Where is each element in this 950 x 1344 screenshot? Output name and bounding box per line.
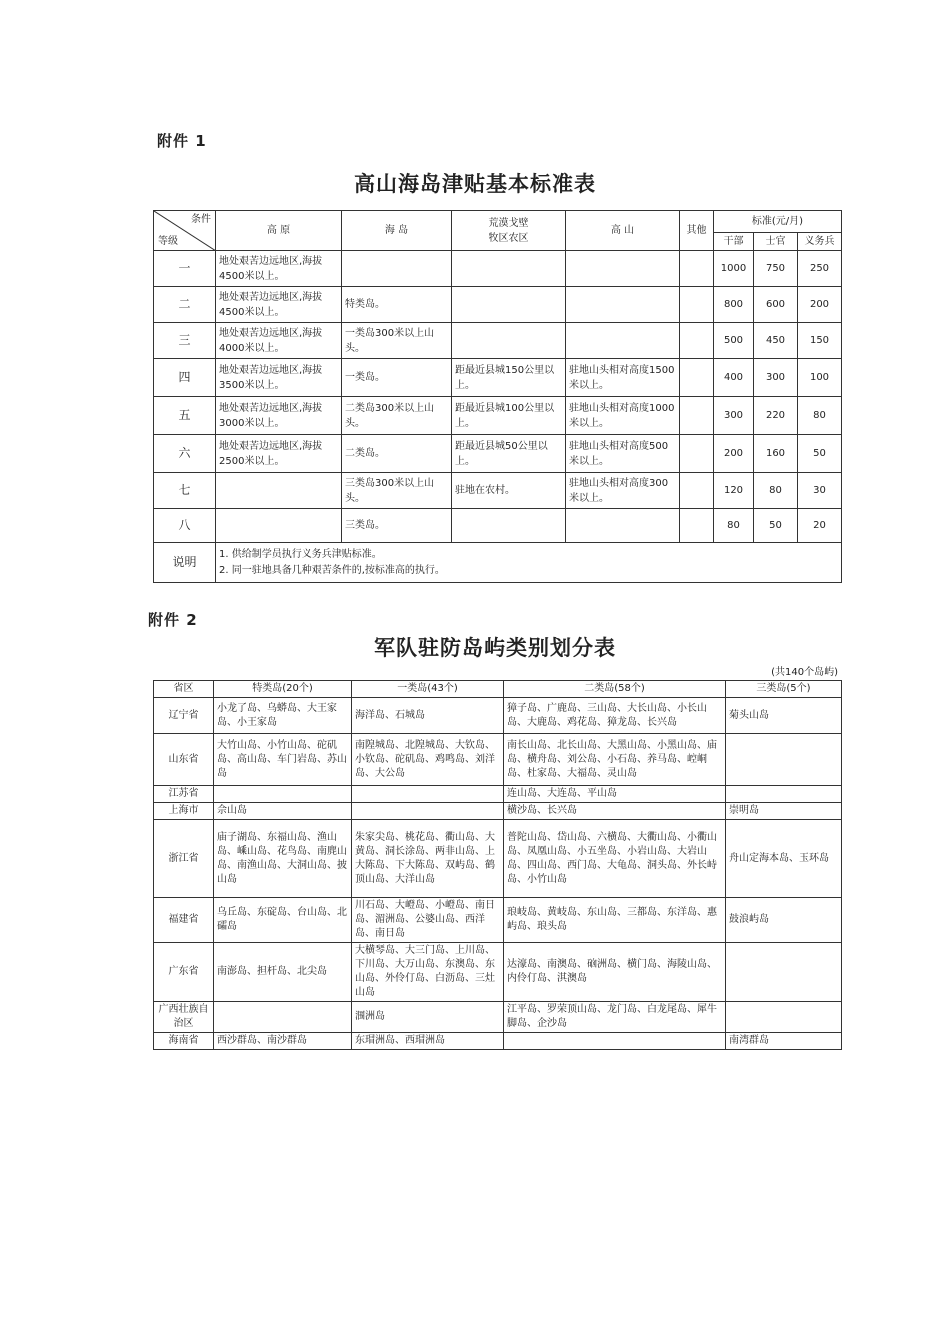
mountain-cell — [566, 323, 680, 359]
class-3-cell: 崇明岛 — [726, 803, 842, 820]
header-class-2: 二类岛(58个) — [504, 681, 726, 698]
nco-amount: 300 — [754, 359, 798, 397]
island-cell: 三类岛300米以上山头。 — [342, 473, 452, 509]
other-cell — [680, 435, 714, 473]
other-cell — [680, 359, 714, 397]
class-2-cell: 獐子岛、广鹿岛、三山岛、大长山岛、小长山岛、大鹿岛、鸡花岛、獐龙岛、长兴岛 — [504, 698, 726, 734]
plateau-cell — [216, 473, 342, 509]
cadre-amount: 120 — [714, 473, 754, 509]
special-class-cell — [214, 1002, 352, 1033]
island-cell: 二类岛。 — [342, 435, 452, 473]
nco-amount: 50 — [754, 509, 798, 543]
nco-amount: 750 — [754, 251, 798, 287]
header-nco: 士官 — [754, 233, 798, 251]
note-line-2: 2. 同一驻地具备几种艰苦条件的,按标准高的执行。 — [219, 564, 445, 576]
special-class-cell: 南澎岛、担杆岛、北尖岛 — [214, 943, 352, 1002]
province-cell: 广西壮族自治区 — [154, 1002, 214, 1033]
island-row — [154, 1033, 842, 1050]
island-cell: 三类岛。 — [342, 509, 452, 543]
class-2-cell: 江平岛、罗荣顶山岛、龙门岛、白龙尾岛、犀牛脚岛、企沙岛 — [504, 1002, 726, 1033]
island-row — [154, 820, 842, 898]
class-1-cell: 朱家尖岛、桃花岛、衢山岛、大黄岛、洞长涂岛、两非山岛、上大陈岛、下大陈岛、双屿岛、鹤顶山岛、大洋山岛 — [352, 820, 504, 898]
nco-amount: 450 — [754, 323, 798, 359]
other-cell — [680, 323, 714, 359]
island-row — [154, 1002, 842, 1033]
island-row — [154, 698, 842, 734]
other-cell — [680, 287, 714, 323]
special-class-cell: 小龙了岛、乌蟒岛、大王家岛、小王家岛 — [214, 698, 352, 734]
class-1-cell — [352, 786, 504, 803]
plateau-cell: 地处艰苦边远地区,海拔4000米以上。 — [216, 323, 342, 359]
province-cell: 山东省 — [154, 734, 214, 786]
class-1-cell: 海洋岛、石城岛 — [352, 698, 504, 734]
nco-amount: 220 — [754, 397, 798, 435]
soldier-amount: 80 — [798, 397, 842, 435]
province-cell: 辽宁省 — [154, 698, 214, 734]
island-row — [154, 786, 842, 803]
class-1-cell: 大横琴岛、大三门岛、上川岛、下川岛、大万山岛、东澳岛、东山岛、外伶仃岛、白沥岛、三灶山岛 — [352, 943, 504, 1002]
island-row — [154, 943, 842, 1002]
class-2-cell: 普陀山岛、岱山岛、六横岛、大衢山岛、小衢山岛、凤凰山岛、小五坐岛、小岩山岛、大岩山岛、四山岛、西门岛、大龟岛、洞头岛、外长峙岛、小竹山岛 — [504, 820, 726, 898]
soldier-amount: 50 — [798, 435, 842, 473]
class-3-cell — [726, 734, 842, 786]
grade: 三 — [154, 323, 216, 359]
header-province: 省区 — [154, 681, 214, 698]
header-desert: 荒漠戈壁 牧区农区 — [452, 211, 566, 251]
mountain-cell — [566, 287, 680, 323]
desert-cell: 距最近县城50公里以上。 — [452, 435, 566, 473]
island-cell — [342, 251, 452, 287]
plateau-cell — [216, 509, 342, 543]
plateau-cell: 地处艰苦边远地区,海拔4500米以上。 — [216, 287, 342, 323]
grade: 一 — [154, 251, 216, 287]
class-2-cell: 连山岛、大连岛、平山岛 — [504, 786, 726, 803]
province-cell: 上海市 — [154, 803, 214, 820]
header-island: 海 岛 — [342, 211, 452, 251]
class-1-cell — [352, 803, 504, 820]
grade: 四 — [154, 359, 216, 397]
attachment-2-label: 附件 2 — [148, 611, 198, 629]
mountain-cell — [566, 251, 680, 287]
nco-amount: 600 — [754, 287, 798, 323]
mountain-cell: 驻地山头相对高度300米以上。 — [566, 473, 680, 509]
allowance-row — [154, 397, 842, 435]
class-2-cell — [504, 1033, 726, 1050]
note-label: 说明 — [154, 543, 216, 583]
grade: 八 — [154, 509, 216, 543]
soldier-amount: 200 — [798, 287, 842, 323]
class-3-cell — [726, 786, 842, 803]
header-class-3: 三类岛(5个) — [726, 681, 842, 698]
desert-cell: 距最近县城150公里以上。 — [452, 359, 566, 397]
province-cell: 浙江省 — [154, 820, 214, 898]
cadre-amount: 80 — [714, 509, 754, 543]
other-cell — [680, 397, 714, 435]
class-3-cell: 菊头山岛 — [726, 698, 842, 734]
corner-condition-label: 条件 — [191, 214, 211, 225]
island-cell: 特类岛。 — [342, 287, 452, 323]
special-class-cell: 乌丘岛、东碇岛、台山岛、北礵岛 — [214, 898, 352, 943]
other-cell — [680, 509, 714, 543]
plateau-cell: 地处艰苦边远地区,海拔3500米以上。 — [216, 359, 342, 397]
soldier-amount: 20 — [798, 509, 842, 543]
desert-cell: 驻地在农村。 — [452, 473, 566, 509]
grade: 六 — [154, 435, 216, 473]
class-2-cell: 南长山岛、北长山岛、大黑山岛、小黑山岛、庙岛、横舟岛、刘公岛、小石岛、养马岛、崆峒岛、杜家岛、大福岛、灵山岛 — [504, 734, 726, 786]
header-mountain: 高 山 — [566, 211, 680, 251]
cadre-amount: 800 — [714, 287, 754, 323]
island-row — [154, 898, 842, 943]
nco-amount: 160 — [754, 435, 798, 473]
cadre-amount: 500 — [714, 323, 754, 359]
class-1-cell: 东瑁洲岛、西瑁洲岛 — [352, 1033, 504, 1050]
other-cell — [680, 473, 714, 509]
corner-grade-label: 等级 — [158, 236, 178, 247]
province-cell: 福建省 — [154, 898, 214, 943]
table-2-title: 军队驻防岛屿类别划分表 — [374, 636, 616, 660]
plateau-cell: 地处艰苦边远地区,海拔2500米以上。 — [216, 435, 342, 473]
island-table-body — [154, 698, 842, 1050]
desert-cell: 距最近县城100公里以上。 — [452, 397, 566, 435]
nco-amount: 80 — [754, 473, 798, 509]
mountain-cell — [566, 509, 680, 543]
class-2-cell: 横沙岛、长兴岛 — [504, 803, 726, 820]
allowance-row — [154, 359, 842, 397]
allowance-row — [154, 251, 842, 287]
cadre-amount: 400 — [714, 359, 754, 397]
header-cadre: 干部 — [714, 233, 754, 251]
island-row — [154, 734, 842, 786]
class-2-cell: 达濠岛、南澳岛、硇洲岛、横门岛、海陵山岛、内伶仃岛、淇澳岛 — [504, 943, 726, 1002]
allowance-row — [154, 509, 842, 543]
header-standard: 标准(元/月) — [714, 211, 842, 233]
class-1-cell: 南隍城岛、北隍城岛、大钦岛、小钦岛、砣矶岛、鸡鸣岛、刘洋岛、大公岛 — [352, 734, 504, 786]
header-special-class: 特类岛(20个) — [214, 681, 352, 698]
class-3-cell — [726, 943, 842, 1002]
desert-cell — [452, 287, 566, 323]
island-cell: 一类岛300米以上山头。 — [342, 323, 452, 359]
island-cell: 二类岛300米以上山头。 — [342, 397, 452, 435]
cadre-amount: 1000 — [714, 251, 754, 287]
cadre-amount: 200 — [714, 435, 754, 473]
soldier-amount: 250 — [798, 251, 842, 287]
desert-cell — [452, 323, 566, 359]
special-class-cell: 西沙群岛、南沙群岛 — [214, 1033, 352, 1050]
mountain-cell: 驻地山头相对高度1000米以上。 — [566, 397, 680, 435]
class-3-cell: 舟山定海本岛、玉环岛 — [726, 820, 842, 898]
allowance-row — [154, 287, 842, 323]
attachment-1-label: 附件 1 — [157, 132, 207, 150]
allowance-row — [154, 323, 842, 359]
cadre-amount: 300 — [714, 397, 754, 435]
province-cell: 江苏省 — [154, 786, 214, 803]
soldier-amount: 150 — [798, 323, 842, 359]
corner-header-cell — [154, 211, 216, 251]
island-total-count: (共140个岛屿) — [771, 667, 838, 678]
allowance-standard-table — [153, 210, 842, 583]
grade: 五 — [154, 397, 216, 435]
header-class-1: 一类岛(43个) — [352, 681, 504, 698]
header-plateau: 高 原 — [216, 211, 342, 251]
special-class-cell — [214, 786, 352, 803]
desert-cell — [452, 509, 566, 543]
class-1-cell: 川石岛、大嶝岛、小嶝岛、南日岛、湄洲岛、公婆山岛、西洋岛、南日岛 — [352, 898, 504, 943]
desert-cell — [452, 251, 566, 287]
note-cell — [216, 543, 842, 583]
allowance-row — [154, 435, 842, 473]
grade: 七 — [154, 473, 216, 509]
grade: 二 — [154, 287, 216, 323]
soldier-amount: 30 — [798, 473, 842, 509]
header-soldier: 义务兵 — [798, 233, 842, 251]
class-2-cell: 琅岐岛、黄岐岛、东山岛、三都岛、东洋岛、惠屿岛、琅头岛 — [504, 898, 726, 943]
class-1-cell: 涠洲岛 — [352, 1002, 504, 1033]
mountain-cell: 驻地山头相对高度1500米以上。 — [566, 359, 680, 397]
header-other: 其他 — [680, 211, 714, 251]
other-cell — [680, 251, 714, 287]
plateau-cell: 地处艰苦边远地区,海拔3000米以上。 — [216, 397, 342, 435]
special-class-cell: 佘山岛 — [214, 803, 352, 820]
province-cell: 海南省 — [154, 1033, 214, 1050]
class-3-cell: 南湾群岛 — [726, 1033, 842, 1050]
table-1-title: 高山海岛津贴基本标准表 — [354, 172, 596, 196]
island-classification-table — [153, 680, 842, 1050]
province-cell: 广东省 — [154, 943, 214, 1002]
mountain-cell: 驻地山头相对高度500米以上。 — [566, 435, 680, 473]
special-class-cell: 庙子湖岛、东福山岛、渔山岛、嵊山岛、花鸟岛、南麂山岛、南渔山岛、大洞山岛、披山岛 — [214, 820, 352, 898]
allowance-row — [154, 473, 842, 509]
allowance-table-body — [154, 251, 842, 543]
class-3-cell: 鼓浪屿岛 — [726, 898, 842, 943]
island-cell: 一类岛。 — [342, 359, 452, 397]
special-class-cell: 大竹山岛、小竹山岛、砣矶岛、高山岛、车门岩岛、苏山岛 — [214, 734, 352, 786]
soldier-amount: 100 — [798, 359, 842, 397]
island-row — [154, 803, 842, 820]
class-3-cell — [726, 1002, 842, 1033]
plateau-cell: 地处艰苦边远地区,海拔4500米以上。 — [216, 251, 342, 287]
note-line-1: 1. 供给制学员执行义务兵津贴标准。 — [219, 548, 382, 560]
